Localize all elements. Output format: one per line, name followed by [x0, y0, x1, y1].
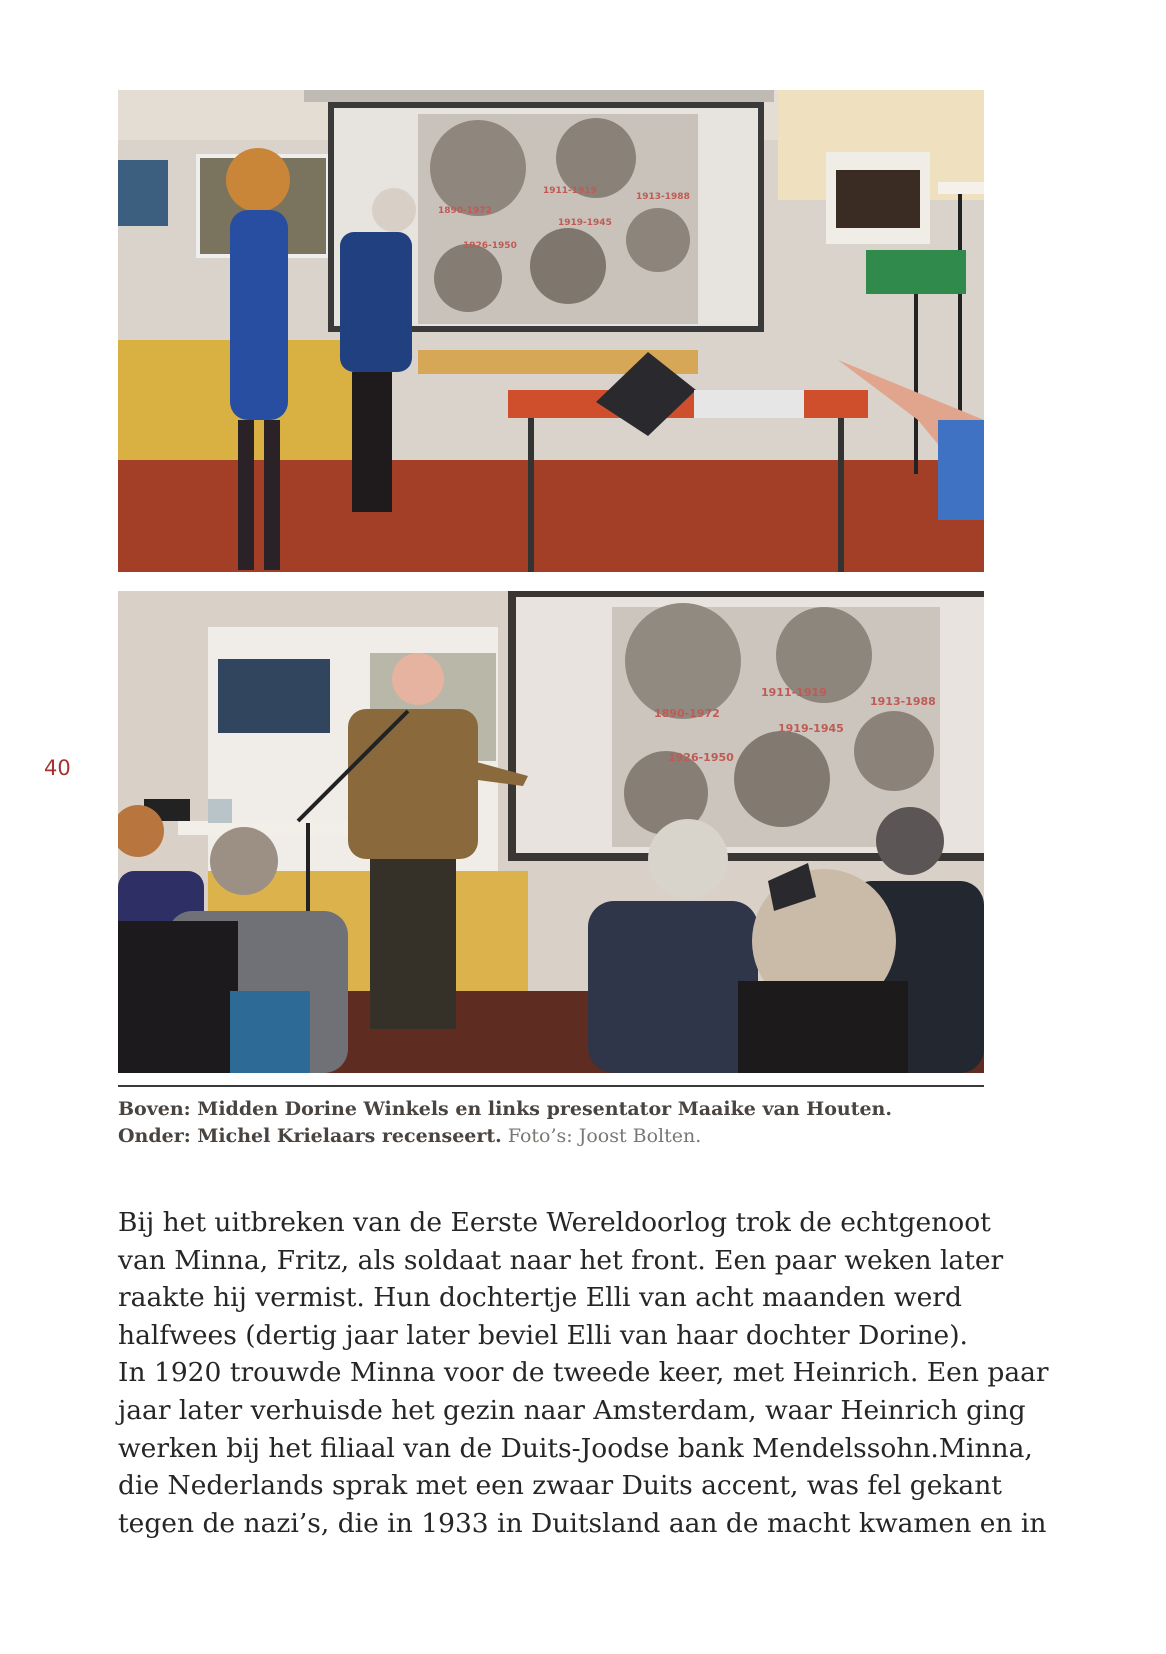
slide-year-label: 1913-1988 [636, 192, 690, 202]
caption-line-top: Boven: Midden Dorine Winkels en links presentator Maaike van Houten. [118, 1098, 892, 1120]
body-line: Bij het uitbreken van de Eerste Wereldoorlog trok de echtgenoot [118, 1207, 991, 1238]
slide-year-label: 1919-1945 [558, 218, 612, 228]
body-line: raakte hij vermist. Hun dochtertje Elli van acht maanden werd [118, 1282, 962, 1314]
body-line: werken bij het filiaal van de Duits-Joodse bank Mendelssohn.Minna, [118, 1432, 1033, 1464]
slide-year-label: 1890-1972 [654, 707, 720, 720]
body-line: jaar later verhuisde het gezin naar Amsterdam, waar Heinrich ging [118, 1394, 1026, 1426]
body-line: tegen de nazi’s, die in 1933 in Duitsland aan de macht kwamen en in [118, 1507, 1047, 1539]
body-line: van Minna, Fritz, als soldaat naar het front. Een paar weken later [118, 1244, 1004, 1276]
slide-year-label: 1919-1945 [778, 722, 844, 735]
slide-year-label: 1911-1919 [761, 686, 827, 699]
caption-divider [118, 1085, 984, 1087]
slide-year-label: 1926-1950 [668, 751, 734, 764]
slide-year-label: 1926-1950 [463, 241, 517, 251]
caption-line-bottom: Onder: Michel Krielaars recenseert. [118, 1125, 502, 1147]
body-line: In 1920 trouwde Minna voor de tweede keer, met Heinrich. Een paar [118, 1357, 1049, 1389]
body-line: die Nederlands sprak met een zwaar Duits accent, was fel gekant [118, 1470, 1002, 1502]
slide-year-label: 1913-1988 [870, 695, 936, 708]
body-paragraph [118, 1204, 1049, 1542]
slide-year-label: 1890-1972 [438, 206, 492, 216]
photo-speaker-bottom [118, 591, 984, 1073]
page-number: 40 [44, 756, 71, 780]
body-line: halfwees (dertig jaar later beviel Elli van haar dochter Dorine). [118, 1319, 968, 1351]
photo-presentation-top [118, 90, 984, 572]
photo-credit: Foto’s: Joost Bolten. [501, 1125, 702, 1147]
slide-year-label: 1911-1919 [543, 186, 597, 196]
photo-caption [118, 1096, 984, 1150]
